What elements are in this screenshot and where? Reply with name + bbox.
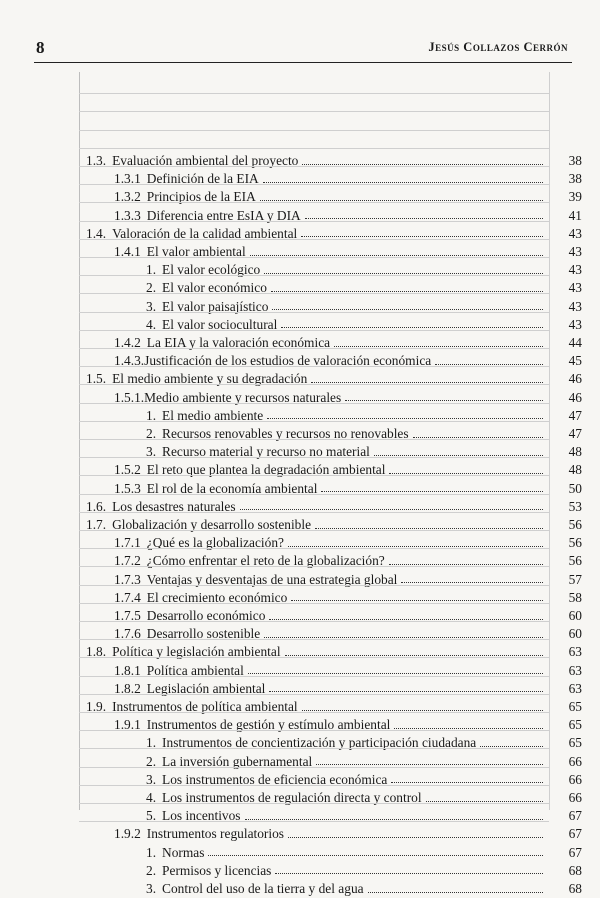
toc-page-number: 60	[568, 626, 582, 642]
toc-entry-title: Evaluación ambiental del proyecto	[112, 153, 299, 168]
toc-entry	[114, 825, 582, 843]
dot-leader	[250, 255, 543, 256]
toc-entry	[114, 207, 582, 225]
toc-entry-number: 1.5.2	[114, 462, 141, 478]
dot-leader	[389, 564, 543, 565]
row-rule	[79, 257, 549, 258]
toc-page-number: 39	[568, 189, 582, 205]
row-rule	[79, 312, 549, 313]
row-rule	[79, 657, 549, 658]
toc-entry	[114, 571, 582, 589]
row-rule	[79, 457, 549, 458]
dot-leader	[281, 327, 543, 328]
dot-leader	[275, 873, 543, 874]
row-rule	[79, 384, 549, 385]
toc-page-number: 67	[568, 844, 582, 860]
toc-entry-number: 1.3.2	[114, 189, 141, 205]
toc-entry-number: 2.	[146, 280, 157, 296]
dot-leader	[248, 673, 543, 674]
toc-entry-number: 1.8.	[86, 644, 107, 660]
dot-leader	[345, 400, 543, 401]
toc-entry-title: Globalización y desarrollo sostenible	[112, 517, 312, 532]
toc-entry-title: Los instrumentos de eficiencia económica	[162, 771, 388, 787]
toc-page-number: 65	[568, 717, 582, 733]
row-rule	[79, 93, 549, 94]
toc-page-number: 43	[568, 244, 582, 259]
row-rule	[79, 130, 549, 131]
toc-entry-number: 2.	[146, 426, 157, 441]
toc-entry-title: El reto que plantea la degradación ambiental	[146, 462, 386, 478]
row-rule	[79, 603, 549, 604]
toc-entry-title: La EIA y la valoración económica	[146, 335, 331, 350]
dot-leader	[401, 582, 543, 583]
toc-entry-title: Recurso material y recurso no material	[162, 444, 370, 460]
toc-entry-number: 1.	[146, 735, 157, 751]
toc-entry	[114, 188, 582, 206]
dot-leader	[285, 655, 543, 656]
toc-page-number: 38	[568, 153, 582, 168]
row-rule	[79, 148, 549, 149]
toc-entry-number: 4.	[146, 790, 157, 805]
toc-entry-number: 3.	[146, 444, 157, 460]
toc-entry-number: 1.7.3	[114, 571, 141, 587]
toc-entry-number: 1.7.6	[114, 626, 141, 642]
toc-page-number: 47	[568, 426, 582, 441]
toc-entry	[146, 261, 582, 279]
row-rule	[79, 403, 549, 404]
header-rule	[34, 62, 572, 63]
row-rule	[79, 166, 549, 167]
toc-entry	[146, 880, 582, 898]
dot-leader	[288, 546, 543, 547]
toc-entry	[146, 443, 582, 461]
toc-page-number: 58	[568, 589, 582, 605]
toc-entry-title: El medio ambiente	[162, 407, 264, 423]
toc-page-number: 53	[568, 498, 582, 514]
row-rule	[79, 421, 549, 422]
toc-entry-number: 1.	[146, 262, 157, 278]
toc-entry-number: 3.	[146, 881, 157, 896]
row-rule	[79, 676, 549, 677]
row-rule	[79, 785, 549, 786]
toc-entry-number: 1.	[146, 407, 157, 423]
toc-entry	[86, 152, 582, 170]
toc-entry-title: Instrumentos de gestión y estímulo ambiental	[146, 717, 391, 733]
row-rule	[79, 621, 549, 622]
row-rule	[79, 475, 549, 476]
toc-page-number: 63	[568, 680, 582, 696]
toc-entry	[114, 552, 582, 570]
row-rule	[79, 803, 549, 804]
row-rule	[79, 548, 549, 549]
toc-entry-title: Legislación ambiental	[146, 680, 266, 696]
toc-page-number: 68	[568, 881, 582, 896]
toc-entry-title: Desarrollo económico	[146, 608, 266, 623]
toc-page-number: 43	[568, 225, 582, 241]
toc-entry	[146, 734, 582, 752]
toc-entry-title: Instrumentos de política ambiental	[112, 699, 298, 714]
toc-entry-title: Ventajas y desventajas de una estrategia global	[146, 571, 398, 587]
toc-entry	[114, 534, 582, 552]
toc-entry-number: 2.	[146, 753, 157, 769]
toc-entry-title: Política ambiental	[146, 662, 244, 678]
toc-entry-number: 3.	[146, 298, 157, 314]
toc-page-number: 66	[568, 790, 582, 805]
toc-entry-title: ¿Qué es la globalización?	[146, 535, 284, 551]
toc-entry	[146, 316, 582, 334]
toc-entry	[114, 607, 582, 625]
toc-entry	[86, 643, 582, 661]
row-rule	[79, 275, 549, 276]
dot-leader	[301, 236, 543, 237]
toc-entry	[146, 844, 582, 862]
row-rule	[79, 366, 549, 367]
dot-leader	[316, 764, 543, 765]
toc-entry-title: Instrumentos de concientización y participación ciudadana	[162, 735, 477, 751]
toc-entry-title: Los desastres naturales	[112, 498, 236, 514]
toc-page-number: 56	[568, 535, 582, 551]
toc-entry	[146, 807, 582, 825]
toc-entry-title: El valor paisajístico	[162, 298, 269, 314]
toc-entry-number: 1.4.1	[114, 244, 141, 259]
toc-page-number: 41	[568, 207, 582, 223]
dot-leader	[208, 855, 543, 856]
toc-page-number: 38	[568, 171, 582, 187]
toc-entry-title: La inversión gubernamental	[162, 753, 313, 769]
row-rule	[79, 639, 549, 640]
toc-page-number: 43	[568, 316, 582, 332]
toc-entry	[146, 862, 582, 880]
toc-entry	[146, 789, 582, 807]
row-rule	[79, 767, 549, 768]
toc-entry	[114, 170, 582, 188]
toc-entry	[86, 516, 582, 534]
dot-leader	[264, 637, 543, 638]
row-rule	[79, 348, 549, 349]
toc-entry-title: Los instrumentos de regulación directa y control	[162, 790, 422, 805]
row-rule	[79, 530, 549, 531]
dot-leader	[267, 418, 543, 419]
toc-page-number: 43	[568, 262, 582, 278]
toc-entry-title: Justificación de los estudios de valoración económica	[144, 353, 432, 369]
toc-page-number: 46	[568, 371, 582, 387]
toc-entry-title: El crecimiento económico	[146, 589, 288, 605]
toc-page-number: 45	[568, 353, 582, 369]
toc-page-number: 56	[568, 553, 582, 569]
row-rule	[79, 730, 549, 731]
toc-entry	[86, 498, 582, 516]
dot-leader	[480, 746, 543, 747]
toc-entry	[114, 389, 582, 407]
running-head-author: Jesús Collazos Cerrón	[428, 40, 568, 54]
toc-entry-number: 1.9.	[86, 699, 107, 714]
dot-leader	[260, 200, 543, 201]
toc-entry	[114, 589, 582, 607]
row-rule	[79, 694, 549, 695]
toc-entry-number: 1.6.	[86, 498, 107, 514]
toc-entry-title: El rol de la economía ambiental	[146, 480, 318, 496]
dot-leader	[272, 309, 543, 310]
toc-entry-title: El medio ambiente y su degradación	[112, 371, 308, 387]
toc-entry-title: Principios de la EIA	[146, 189, 256, 205]
toc-entry	[86, 698, 582, 716]
toc-entry-title: Definición de la EIA	[146, 171, 259, 187]
dot-leader	[263, 182, 543, 183]
toc-entry-title: Control del uso de la tierra y del agua	[162, 881, 364, 896]
row-rule	[79, 439, 549, 440]
toc-entry-number: 1.9.2	[114, 826, 141, 842]
dot-leader	[245, 819, 543, 820]
page-number: 8	[36, 38, 45, 57]
toc-entry-number: 1.5.1.	[114, 389, 145, 405]
toc-entry	[114, 352, 582, 370]
toc-page-number: 43	[568, 298, 582, 314]
dot-leader	[413, 437, 543, 438]
toc-page-number: 56	[568, 517, 582, 532]
toc-entry	[86, 225, 582, 243]
toc-page-number: 46	[568, 389, 582, 405]
dot-leader	[334, 346, 543, 347]
dot-leader	[321, 491, 543, 492]
row-rule	[79, 202, 549, 203]
toc-entry-title: Diferencia entre EsIA y DIA	[146, 207, 301, 223]
row-rule	[79, 111, 549, 112]
row-rule	[79, 239, 549, 240]
toc-entry	[114, 625, 582, 643]
toc-entry-number: 5.	[146, 808, 157, 824]
toc-entry-title: Medio ambiente y recursos naturales	[144, 389, 342, 405]
toc-page-number: 57	[568, 571, 582, 587]
toc-entry-title: El valor económico	[162, 280, 267, 296]
row-rule	[79, 585, 549, 586]
toc-entry	[86, 370, 582, 388]
toc-entry	[146, 298, 582, 316]
toc-entry-title: Recursos renovables y recursos no renovables	[162, 426, 409, 441]
dot-leader	[302, 164, 543, 165]
dot-leader	[291, 600, 543, 601]
row-rule	[79, 748, 549, 749]
toc-entry-number: 1.3.3	[114, 207, 141, 223]
toc-page-number: 43	[568, 280, 582, 296]
table-left-border	[79, 72, 80, 810]
toc-entry-title: Permisos y licencias	[162, 862, 272, 878]
toc-entry	[146, 771, 582, 789]
toc-entry	[146, 279, 582, 297]
toc-entry-title: Política y legislación ambiental	[112, 644, 281, 660]
dot-leader	[269, 619, 543, 620]
dot-leader	[264, 273, 543, 274]
toc-entry-title: El valor ambiental	[146, 244, 246, 259]
toc-entry-number: 1.7.5	[114, 608, 141, 623]
dot-leader	[269, 691, 543, 692]
dot-leader	[311, 382, 543, 383]
toc-entry-title: Valoración de la calidad ambiental	[112, 225, 298, 241]
row-rule	[79, 712, 549, 713]
dot-leader	[374, 455, 543, 456]
toc-entry-number: 4.	[146, 316, 157, 332]
toc-entry-number: 1.5.	[86, 371, 107, 387]
toc-entry-number: 1.7.1	[114, 535, 141, 551]
toc-entry	[146, 753, 582, 771]
toc-entry-number: 1.8.1	[114, 662, 141, 678]
toc-entry-title: Normas	[162, 844, 205, 860]
toc-page-number: 67	[568, 826, 582, 842]
toc-entry	[146, 425, 582, 443]
toc-entry	[114, 243, 582, 261]
toc-entry-number: 1.7.4	[114, 589, 141, 605]
toc-page-number: 48	[568, 462, 582, 478]
row-rule	[79, 184, 549, 185]
toc-entry-number: 3.	[146, 771, 157, 787]
toc-entry-number: 1.9.1	[114, 717, 141, 733]
toc-entry	[114, 716, 582, 734]
toc-entry-number: 1.3.	[86, 153, 107, 168]
toc-page-number: 48	[568, 444, 582, 460]
row-rule	[79, 512, 549, 513]
dot-leader	[435, 364, 543, 365]
toc-page-number: 44	[568, 335, 582, 350]
toc-page-number: 65	[568, 699, 582, 714]
row-rule	[79, 494, 549, 495]
toc-page-number: 60	[568, 608, 582, 623]
toc-page-number: 65	[568, 735, 582, 751]
row-rule	[79, 821, 549, 822]
toc-entry-number: 1.4.3.	[114, 353, 145, 369]
toc-entry	[114, 334, 582, 352]
toc-page-number: 63	[568, 662, 582, 678]
toc-entry	[114, 461, 582, 479]
toc-entry	[114, 480, 582, 498]
toc-entry-number: 2.	[146, 862, 157, 878]
toc-entry-number: 1.5.3	[114, 480, 141, 496]
toc-page-number: 66	[568, 771, 582, 787]
row-rule	[79, 330, 549, 331]
toc-entry-title: Desarrollo sostenible	[146, 626, 261, 642]
dot-leader	[368, 892, 543, 893]
toc-page-number: 50	[568, 480, 582, 496]
toc-entry-number: 1.4.	[86, 225, 107, 241]
dot-leader	[302, 710, 543, 711]
toc-entry-number: 1.7.	[86, 517, 107, 532]
dot-leader	[391, 782, 543, 783]
toc-entry-number: 1.4.2	[114, 335, 141, 350]
dot-leader	[389, 473, 543, 474]
row-rule	[79, 293, 549, 294]
toc-entry-number: 1.3.1	[114, 171, 141, 187]
toc-entry	[114, 662, 582, 680]
toc-entry-number: 1.8.2	[114, 680, 141, 696]
dot-leader	[240, 509, 543, 510]
dot-leader	[394, 728, 543, 729]
dot-leader	[305, 218, 543, 219]
toc-entry-title: Instrumentos regulatorios	[146, 826, 285, 842]
dot-leader	[315, 528, 543, 529]
toc-entry-number: 1.	[146, 844, 157, 860]
toc-entry-title: ¿Cómo enfrentar el reto de la globalización?	[146, 553, 385, 569]
toc-entry-title: El valor sociocultural	[162, 316, 278, 332]
toc-page-number: 67	[568, 808, 582, 824]
row-rule	[79, 566, 549, 567]
toc-entry-title: Los incentivos	[162, 808, 241, 824]
toc-entry	[146, 407, 582, 425]
toc-entry	[114, 680, 582, 698]
toc-page-number: 47	[568, 407, 582, 423]
toc-entry-title: El valor ecológico	[162, 262, 261, 278]
dot-leader	[271, 291, 543, 292]
toc-page-number: 66	[568, 753, 582, 769]
dot-leader	[426, 801, 543, 802]
row-rule	[79, 221, 549, 222]
toc-page-number: 68	[568, 862, 582, 878]
toc-page-number: 63	[568, 644, 582, 660]
dot-leader	[288, 837, 543, 838]
toc-entry-number: 1.7.2	[114, 553, 141, 569]
